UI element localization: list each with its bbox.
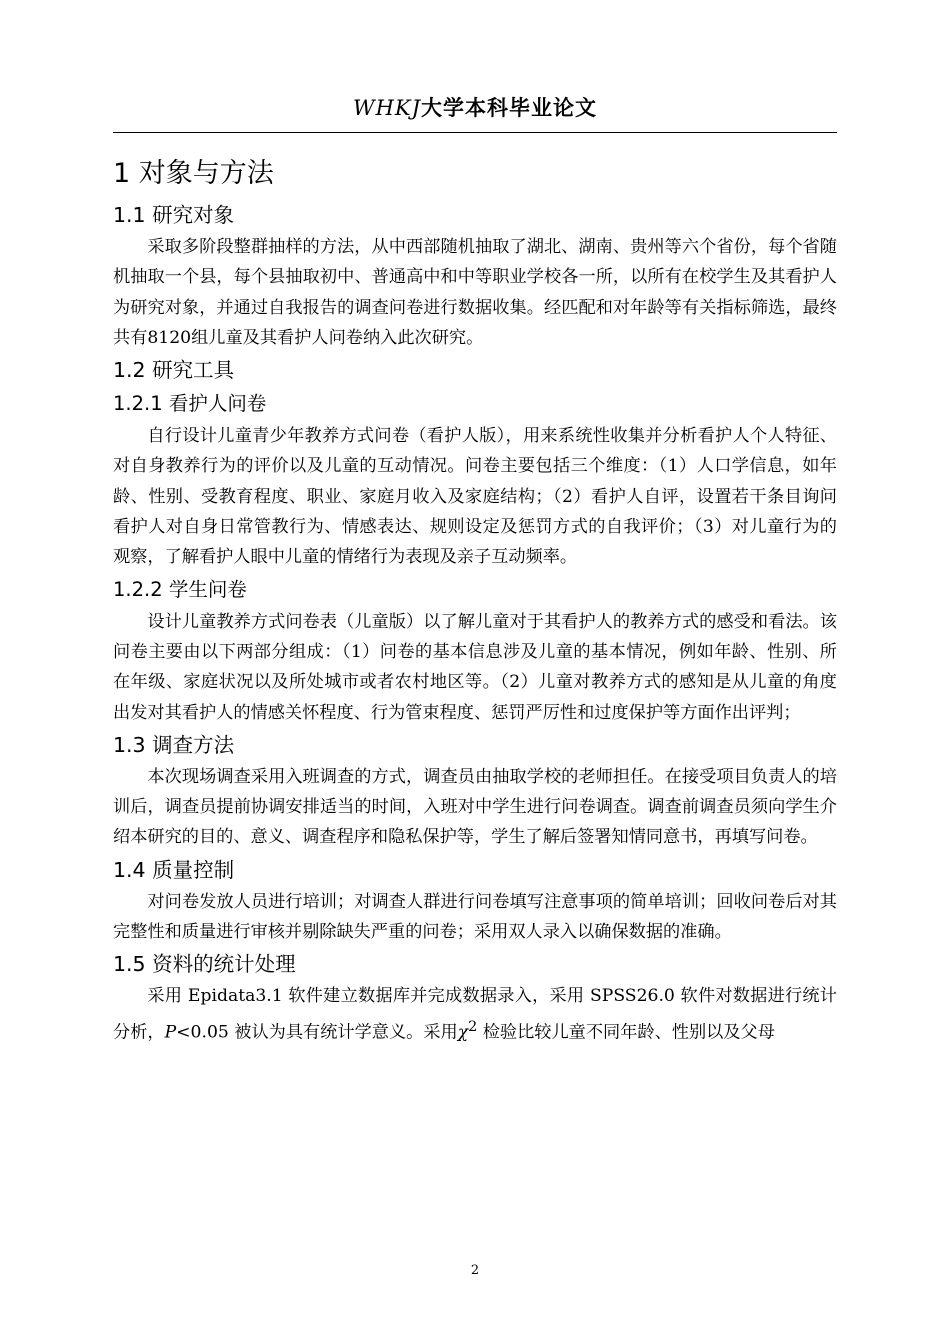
section-heading-1-2: 1.2 研究工具 — [113, 358, 235, 383]
page-number: 2 — [470, 1263, 480, 1278]
section-paragraph-1-4: 对问卷发放人员进行培训；对调查人群进行问卷填写注意事项的简单培训；回收问卷后对其完整性和质量进行审核并剔除缺失严重的问卷；采用双人录入以确保数据的准确。 — [113, 891, 837, 943]
section-heading-1-5: 1.5 资料的统计处理 — [113, 952, 296, 977]
paragraph-text-part-a: 采用 Epidata3.1 软件建立数据库并完成数据录入，采用 SPSS26.0 软件对数据进行统计分析， — [113, 986, 837, 1043]
chi-square-symbol: χ — [457, 1022, 469, 1043]
section-paragraph-1-1: 采取多阶段整群抽样的方法，从中西部随机抽取了湖北、湖南、贵州等六个省份，每个省随机抽取一个县，每个县抽取初中、普通高中和中等职业学校各一所，以所有在校学生及其看护人为研究对象，并通过自我报告的调查问卷进行数据收集。经匹配和对年龄等有关指标筛选，最终共有8120组儿童及其看护人问卷纳入此次研究。 — [113, 237, 837, 348]
section-heading-1-4: 1.4 质量控制 — [113, 857, 235, 882]
header-school-name: WHKJ — [352, 96, 421, 120]
section-paragraph-1-5 — [113, 981, 837, 1047]
section-heading-1-3: 1.3 调查方法 — [113, 732, 235, 757]
chi-square-superscript: 2 — [468, 1018, 478, 1035]
header-rule — [113, 132, 837, 133]
running-header — [113, 92, 837, 122]
paragraph-text-part-c: 检验比较儿童不同年龄、性别以及父母 — [477, 1022, 775, 1043]
paragraph-text-part-b: <0.05 被认为具有统计学意义。采用 — [176, 1022, 458, 1043]
subsection-heading-1-2-1: 1.2.1 看护人问卷 — [113, 392, 267, 416]
subsection-heading-1-2-2: 1.2.2 学生问卷 — [113, 577, 247, 601]
p-value-symbol: P — [164, 1022, 177, 1043]
chapter-title: 1 对象与方法 — [113, 158, 274, 189]
subsection-paragraph-1-2-2: 设计儿童教养方式问卷表（儿童版）以了解儿童对于其看护人的教养方式的感受和看法。该问卷主要由以下两部分组成：（1）问卷的基本信息涉及儿童的基本情况，例如年龄、性别、所在年级、家庭状况以及所处城市或者农村地区等。（2）儿童对教养方式的感知是从儿童的角度出发对其看护人的情感关怀程度、行为管束程度、惩罚严厉性和过度保护等方面作出评判； — [113, 611, 837, 723]
section-heading-1-1: 1.1 研究对象 — [113, 203, 235, 227]
section-paragraph-1-3: 本次现场调查采用入班调查的方式，调查员由抽取学校的老师担任。在接受项目负责人的培训后，调查员提前协调安排适当的时间，入班对中学生进行问卷调查。调查前调查员须向学生介绍本研究的目的、意义、调查程序和隐私保护等，学生了解后签署知情同意书，再填写问卷。 — [113, 766, 837, 848]
subsection-paragraph-1-2-1: 自行设计儿童青少年教养方式问卷（看护人版），用来系统性收集并分析看护人个人特征、对自身教养行为的评价以及儿童的互动情况。问卷主要包括三个维度：（1）人口学信息，如年龄、性别、受教育程度、职业、家庭月收入及家庭结构；（2）看护人自评，设置若干条目询问看护人对自身日常管教行为、情感表达、规则设定及惩罚方式的自我评价；（3）对儿童行为的观察，了解看护人眼中儿童的情绪行为表现及亲子互动频率。 — [113, 426, 837, 568]
body-content — [113, 150, 837, 1048]
header-title: 大学本科毕业论文 — [421, 96, 597, 120]
